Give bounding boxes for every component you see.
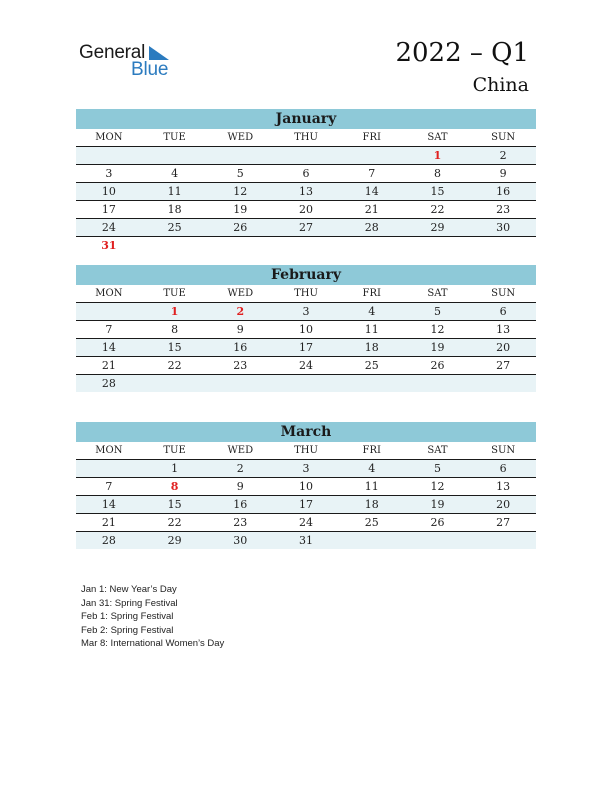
page-title: 2022 – Q1: [395, 38, 529, 68]
week-row: [76, 165, 536, 183]
day-cell: 13: [496, 323, 511, 336]
day-cell: 10: [299, 480, 314, 493]
month-header: February: [76, 265, 536, 285]
day-cell: 19: [233, 203, 248, 216]
day-cell: 16: [233, 498, 248, 511]
day-cell: 27: [496, 359, 511, 372]
weekday-header-row: [76, 442, 536, 460]
day-cell: [76, 303, 142, 320]
day-cell: 20: [299, 203, 314, 216]
week-row: [76, 514, 536, 532]
weekday-label: TUE: [163, 288, 186, 299]
day-cell: 18: [364, 341, 379, 354]
day-cell: [470, 532, 536, 549]
day-cell: 12: [430, 323, 445, 336]
day-cell: [207, 375, 273, 392]
day-cell: 1: [433, 149, 442, 162]
day-cell: 24: [299, 359, 314, 372]
weekday-label: MON: [95, 288, 123, 299]
weekday-label: WED: [227, 132, 254, 143]
day-cell: 31: [101, 239, 117, 252]
day-cell: 15: [430, 185, 445, 198]
day-cell: 27: [496, 516, 511, 529]
weekday-label: FRI: [362, 132, 381, 143]
logo-general-text: General: [79, 42, 146, 63]
weekday-label: TUE: [163, 132, 186, 143]
weekday-label: THU: [294, 288, 318, 299]
day-cell: [405, 532, 471, 549]
day-cell: 30: [233, 534, 248, 547]
week-row: [76, 147, 536, 165]
day-cell: [142, 147, 208, 164]
weekday-label: SAT: [427, 288, 448, 299]
day-cell: 3: [302, 462, 310, 475]
weekday-label: MON: [95, 445, 123, 456]
day-cell: 8: [170, 480, 179, 493]
day-cell: 18: [364, 498, 379, 511]
weekday-label: WED: [227, 288, 254, 299]
day-cell: 19: [430, 341, 445, 354]
week-row: [76, 237, 536, 254]
day-cell: 23: [496, 203, 511, 216]
day-cell: 26: [233, 221, 248, 234]
day-cell: 26: [430, 359, 445, 372]
holiday-note: Jan 31: Spring Festival: [81, 597, 178, 609]
weekday-label: THU: [294, 132, 318, 143]
day-cell: 7: [105, 480, 113, 493]
day-cell: 2: [499, 149, 507, 162]
week-row: [76, 303, 536, 321]
day-cell: 28: [364, 221, 379, 234]
day-cell: [142, 375, 208, 392]
day-cell: 23: [233, 516, 248, 529]
day-cell: 20: [496, 341, 511, 354]
weekday-label: TUE: [163, 445, 186, 456]
week-row: [76, 496, 536, 514]
logo: [79, 42, 179, 82]
day-cell: 1: [171, 462, 179, 475]
day-cell: 3: [302, 305, 310, 318]
month-calendar-january: [76, 109, 536, 254]
day-cell: 31: [299, 534, 314, 547]
day-cell: [470, 237, 536, 254]
weekday-label: THU: [294, 445, 318, 456]
day-cell: 21: [101, 359, 116, 372]
day-cell: 9: [499, 167, 507, 180]
day-cell: 15: [167, 498, 182, 511]
day-cell: 6: [499, 462, 507, 475]
day-cell: 11: [167, 185, 182, 198]
day-cell: 2: [236, 305, 245, 318]
day-cell: [273, 147, 339, 164]
day-cell: [339, 237, 405, 254]
day-cell: 22: [430, 203, 445, 216]
day-cell: 11: [364, 323, 379, 336]
country-subtitle: China: [472, 74, 529, 96]
weekday-label: WED: [227, 445, 254, 456]
week-row: [76, 219, 536, 237]
day-cell: 25: [364, 359, 379, 372]
day-cell: 7: [368, 167, 376, 180]
day-cell: [273, 375, 339, 392]
day-cell: 19: [430, 498, 445, 511]
day-cell: 16: [233, 341, 248, 354]
day-cell: 29: [167, 534, 182, 547]
day-cell: 4: [368, 305, 376, 318]
day-cell: 25: [167, 221, 182, 234]
weekday-label: SUN: [491, 132, 516, 143]
week-row: [76, 460, 536, 478]
day-cell: 1: [170, 305, 179, 318]
day-cell: [207, 147, 273, 164]
holiday-note: Jan 1: New Year’s Day: [81, 584, 177, 595]
weekday-label: MON: [95, 132, 123, 143]
holiday-note: Mar 8: International Women’s Day: [81, 638, 225, 649]
day-cell: 14: [364, 185, 379, 198]
day-cell: 15: [167, 341, 182, 354]
day-cell: 21: [101, 516, 116, 529]
day-cell: 20: [496, 498, 511, 511]
day-cell: [339, 532, 405, 549]
week-row: [76, 339, 536, 357]
day-cell: 17: [299, 498, 314, 511]
day-cell: 30: [496, 221, 511, 234]
day-cell: 22: [167, 516, 182, 529]
weekday-label: FRI: [362, 288, 381, 299]
day-cell: 13: [299, 185, 314, 198]
day-cell: 8: [433, 167, 441, 180]
week-row: [76, 321, 536, 339]
weekday-label: FRI: [362, 445, 381, 456]
day-cell: 6: [499, 305, 507, 318]
day-cell: [339, 147, 405, 164]
day-cell: 5: [433, 462, 441, 475]
day-cell: 23: [233, 359, 248, 372]
day-cell: [142, 237, 208, 254]
weekday-label: SAT: [427, 132, 448, 143]
day-cell: [405, 237, 471, 254]
month-header: January: [76, 109, 536, 129]
day-cell: 17: [299, 341, 314, 354]
weekday-label: SAT: [427, 445, 448, 456]
weekday-header-row: [76, 129, 536, 147]
holiday-notes: [81, 583, 224, 651]
day-cell: 22: [167, 359, 182, 372]
weekday-header-row: [76, 285, 536, 303]
day-cell: 7: [105, 323, 113, 336]
day-cell: 3: [105, 167, 113, 180]
weekday-label: SUN: [491, 445, 516, 456]
day-cell: 27: [299, 221, 314, 234]
month-calendar-march: [76, 422, 536, 549]
day-cell: 25: [364, 516, 379, 529]
month-calendar-february: [76, 265, 536, 392]
day-cell: 9: [236, 480, 244, 493]
day-cell: [339, 375, 405, 392]
day-cell: [273, 237, 339, 254]
day-cell: 8: [171, 323, 179, 336]
day-cell: [207, 237, 273, 254]
day-cell: 13: [496, 480, 511, 493]
day-cell: 29: [430, 221, 445, 234]
day-cell: 24: [299, 516, 314, 529]
day-cell: 4: [171, 167, 179, 180]
holiday-note: Feb 1: Spring Festival: [81, 611, 174, 622]
day-cell: 2: [236, 462, 244, 475]
day-cell: 21: [364, 203, 379, 216]
month-header: March: [76, 422, 536, 442]
week-row: [76, 478, 536, 496]
week-row: [76, 201, 536, 219]
week-row: [76, 183, 536, 201]
day-cell: [405, 375, 471, 392]
week-row: [76, 357, 536, 375]
day-cell: 11: [364, 480, 379, 493]
day-cell: 14: [101, 498, 116, 511]
weekday-label: SUN: [491, 288, 516, 299]
day-cell: 16: [496, 185, 511, 198]
day-cell: 12: [233, 185, 248, 198]
day-cell: 6: [302, 167, 310, 180]
day-cell: 26: [430, 516, 445, 529]
week-row: [76, 532, 536, 549]
day-cell: 5: [433, 305, 441, 318]
day-cell: 17: [101, 203, 116, 216]
day-cell: 24: [101, 221, 116, 234]
day-cell: 14: [101, 341, 116, 354]
day-cell: 4: [368, 462, 376, 475]
day-cell: 28: [101, 377, 116, 390]
day-cell: 12: [430, 480, 445, 493]
day-cell: 10: [101, 185, 116, 198]
week-row: [76, 375, 536, 392]
day-cell: [470, 375, 536, 392]
holiday-note: Feb 2: Spring Festival: [81, 624, 174, 636]
day-cell: [76, 147, 142, 164]
day-cell: 5: [236, 167, 244, 180]
day-cell: 9: [236, 323, 244, 336]
day-cell: 10: [299, 323, 314, 336]
day-cell: [76, 460, 142, 477]
day-cell: 28: [101, 534, 116, 547]
day-cell: 18: [167, 203, 182, 216]
logo-blue-text: Blue: [131, 59, 169, 80]
